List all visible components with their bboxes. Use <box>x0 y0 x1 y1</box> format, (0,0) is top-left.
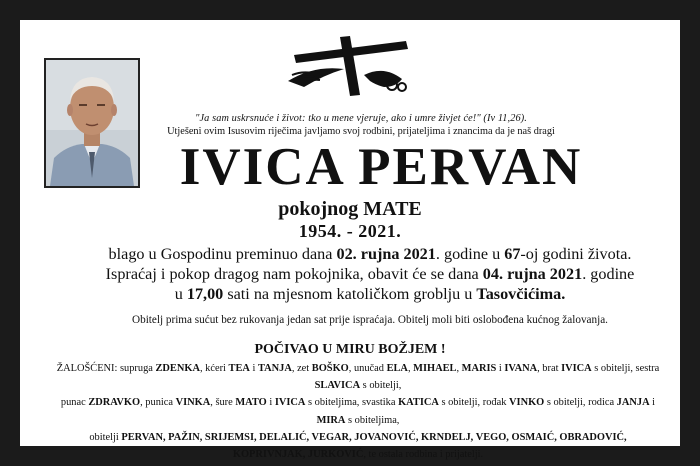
mourner-text: ŽALOŠĆENI: supruga <box>56 363 156 374</box>
text: blago u Gospodinu preminuo dana <box>108 245 337 263</box>
mourner-text: i <box>649 397 656 409</box>
passing-line-1 <box>90 244 650 264</box>
mourner-name: PERVAN, PAŽIN, SRIJEMSI, DELALIĆ, VEGAR, JOVANOVIĆ, KRNDELJ, VEGO, OSMAIĆ, OBRADOVIĆ, <box>121 431 627 443</box>
mourner-name: KOPRIVNJAK, JURKOVIĆ <box>232 449 364 461</box>
text: . godine u <box>435 245 505 263</box>
text: u <box>174 285 187 303</box>
mourner-name: SLAVICA <box>314 380 361 392</box>
mourner-name: ZDRAVKO <box>88 397 141 409</box>
mourner-name: KATICA <box>398 397 439 409</box>
mourner-text: punac <box>60 397 89 409</box>
age: 67 <box>504 245 521 263</box>
funeral-place: Tasovčićima. <box>476 285 566 303</box>
mourner-text: s obiteljima, svastika <box>305 397 399 409</box>
mourner-text: , šure <box>210 397 236 409</box>
mourner-text: , <box>456 363 462 374</box>
mourner-name: MIHAEL <box>413 363 457 374</box>
mourner-text: , <box>407 363 414 374</box>
mourner-text: s obitelji, sestra <box>591 363 660 374</box>
mourner-text: , kćeri <box>199 363 229 374</box>
mourner-text: s obiteljima, <box>345 414 400 426</box>
family-note: Obitelj prima sućut bez rukovanja jedan sat prije ispraćaja. Obitelj moli biti oslobođena kućnog žalovanja. <box>132 314 608 326</box>
passing-details <box>90 244 650 304</box>
mourner-text: , punica <box>140 397 176 409</box>
mourner-text: s obitelji, <box>360 380 402 392</box>
father-name: pokojnog MATE <box>278 198 422 220</box>
passing-line-3 <box>90 284 650 304</box>
intro-text: Utješeni ovim Isusovim riječima javljamo svoj rodbini, prijateljima i znancima da je naš dragi <box>167 126 555 137</box>
deceased-name: IVICA PERVAN <box>179 138 583 196</box>
mourner-text: , zet <box>291 363 312 374</box>
mourner-name: MARIS <box>461 363 497 374</box>
mourner-name: IVICA <box>274 397 306 409</box>
mourner-name: ZDENKA <box>155 363 200 374</box>
mourners-line <box>56 429 660 446</box>
mourner-text: s obitelji, rodica <box>544 397 617 409</box>
mourner-name: ELA <box>386 363 408 374</box>
mourner-name: VINKO <box>509 397 545 409</box>
mourner-name: MIRA <box>316 414 346 426</box>
cross-icon <box>284 35 416 97</box>
mourners-list <box>56 360 660 463</box>
mourner-text: obitelji <box>89 431 122 443</box>
life-years: 1954. - 2021. <box>298 221 402 241</box>
mourner-text: , unučad <box>348 363 387 374</box>
mourner-name: TEA <box>228 363 250 374</box>
passing-line-2 <box>90 264 650 284</box>
mourner-name: VINKA <box>175 397 211 409</box>
text: sati na mjesnom katoličkom groblju u <box>223 285 477 303</box>
mourner-name: MATO <box>235 397 267 409</box>
mourner-text: i <box>266 397 275 409</box>
mourner-name: IVICA <box>561 363 592 374</box>
text: Ispraćaj i pokop dragog nam pokojnika, obavit će se dana <box>105 265 483 283</box>
mourner-name: TANJA <box>258 363 292 374</box>
death-date: 02. rujna 2021 <box>336 245 436 263</box>
bible-quote: "Ja sam uskrsnuće i život: tko u mene vjeruje, ako i umre živjet će!" (Iv 11,26). <box>195 113 527 124</box>
rest-in-peace: POČIVAO U MIRU BOŽJEM ! <box>254 342 446 357</box>
funeral-date: 04. rujna 2021 <box>482 265 583 283</box>
mourners-line <box>56 394 660 428</box>
mourner-name: JANJA <box>616 397 650 409</box>
mourner-text: s obitelji, rođak <box>438 397 510 409</box>
text: . godine <box>582 265 635 283</box>
obituary-notice <box>20 20 680 461</box>
mourner-name: IVANA <box>504 363 538 374</box>
mourner-name: BOŠKO <box>311 363 349 374</box>
mourner-text: , brat <box>537 363 562 374</box>
mourner-text: i <box>496 363 505 374</box>
mourner-text: , te ostala rodbina i prijatelji. <box>363 449 484 461</box>
mourners-line <box>56 360 660 394</box>
text: -oj godini života. <box>520 245 632 263</box>
mourner-text: i <box>249 363 258 374</box>
funeral-time: 17,00 <box>186 285 224 303</box>
mourners-line <box>56 446 660 463</box>
